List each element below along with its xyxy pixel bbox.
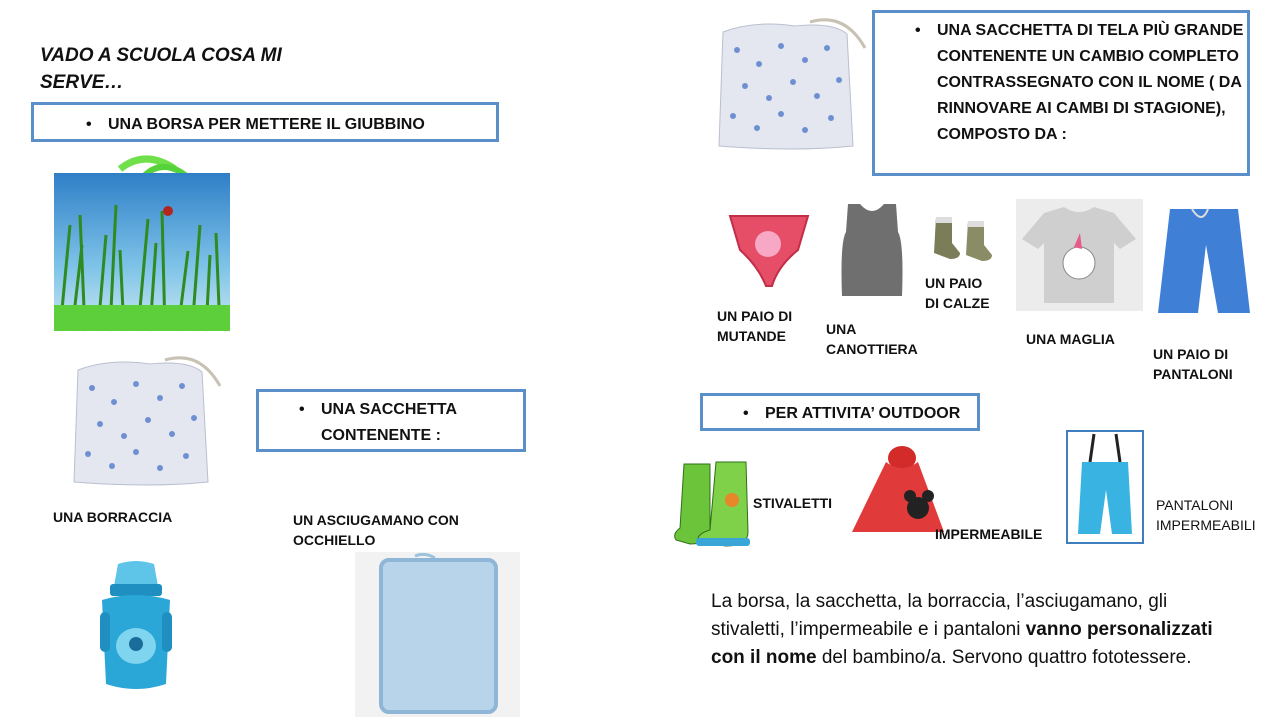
drawstring-bag-image [70,350,225,488]
note-part2: del bambino/a. Servono quattro fototessere. [816,647,1192,668]
label-calze: UN PAIO DI CALZE [925,275,990,311]
label-pantaloni: UN PAIO DI PANTALONI [1153,346,1233,382]
bullet-sacchetta-tela: • UNA SACCHETTA DI TELA PIÙ GRANDE CONTENENTE UN CAMBIO COMPLETO CONTRASSEGNATO CON IL NOME ( DA RINNOVARE AI CAMBI DI STAGIONE), COMPOSTO DA : [937,18,1255,148]
bullet-box-borsa [31,102,499,142]
label-asciugamano: UN ASCIUGAMANO CON OCCHIELLO [293,512,459,548]
label-pantaloni-impermeabili: PANTALONI IMPERMEABILI [1156,497,1256,533]
rain-boots-image [670,460,758,548]
label-canottiera: UNA CANOTTIERA [826,321,918,357]
waterproof-trousers-image [1066,430,1144,544]
label-stivaletti: STIVALETTI [753,495,833,511]
page-title: VADO A SCUOLA COSA MI SERVE… [40,45,282,93]
bullet-borsa: • UNA BORSA PER METTERE IL GIUBBINO [108,112,496,138]
label-mutande: UN PAIO DI MUTANDE [717,308,793,344]
raincoat-image [848,444,948,536]
personalization-note [711,588,1241,672]
label-borraccia: UNA BORRACCIA [53,509,173,525]
note-part1: La borsa, la sacchetta, la borraccia, l’asciugamano, gli stivaletti, l’impermeabile e i pantaloni [711,591,1168,640]
tank-top-image [838,202,906,298]
socks-image [930,213,996,261]
underwear-image [728,210,810,290]
bullet-sacchetta: • UNA SACCHETTA CONTENENTE : [321,397,501,449]
bullet-box-sacchetta [256,389,526,452]
label-impermeabile: IMPERMEABILE [935,526,1043,542]
water-bottle-image [96,560,176,692]
towel-image [355,552,520,717]
note-bold: vanno personalizzati con il nome [711,619,1213,668]
shopping-bag-image [50,155,235,335]
label-maglia: UNA MAGLIA [1026,331,1115,347]
bullet-box-sacchetta-tela [872,10,1250,176]
tshirt-image [1016,199,1143,311]
bullet-box-outdoor [700,393,980,431]
canvas-bag-image [715,12,870,152]
trousers-image [1152,205,1256,317]
bullet-outdoor: • PER ATTIVITA’ OUTDOOR [765,401,977,427]
